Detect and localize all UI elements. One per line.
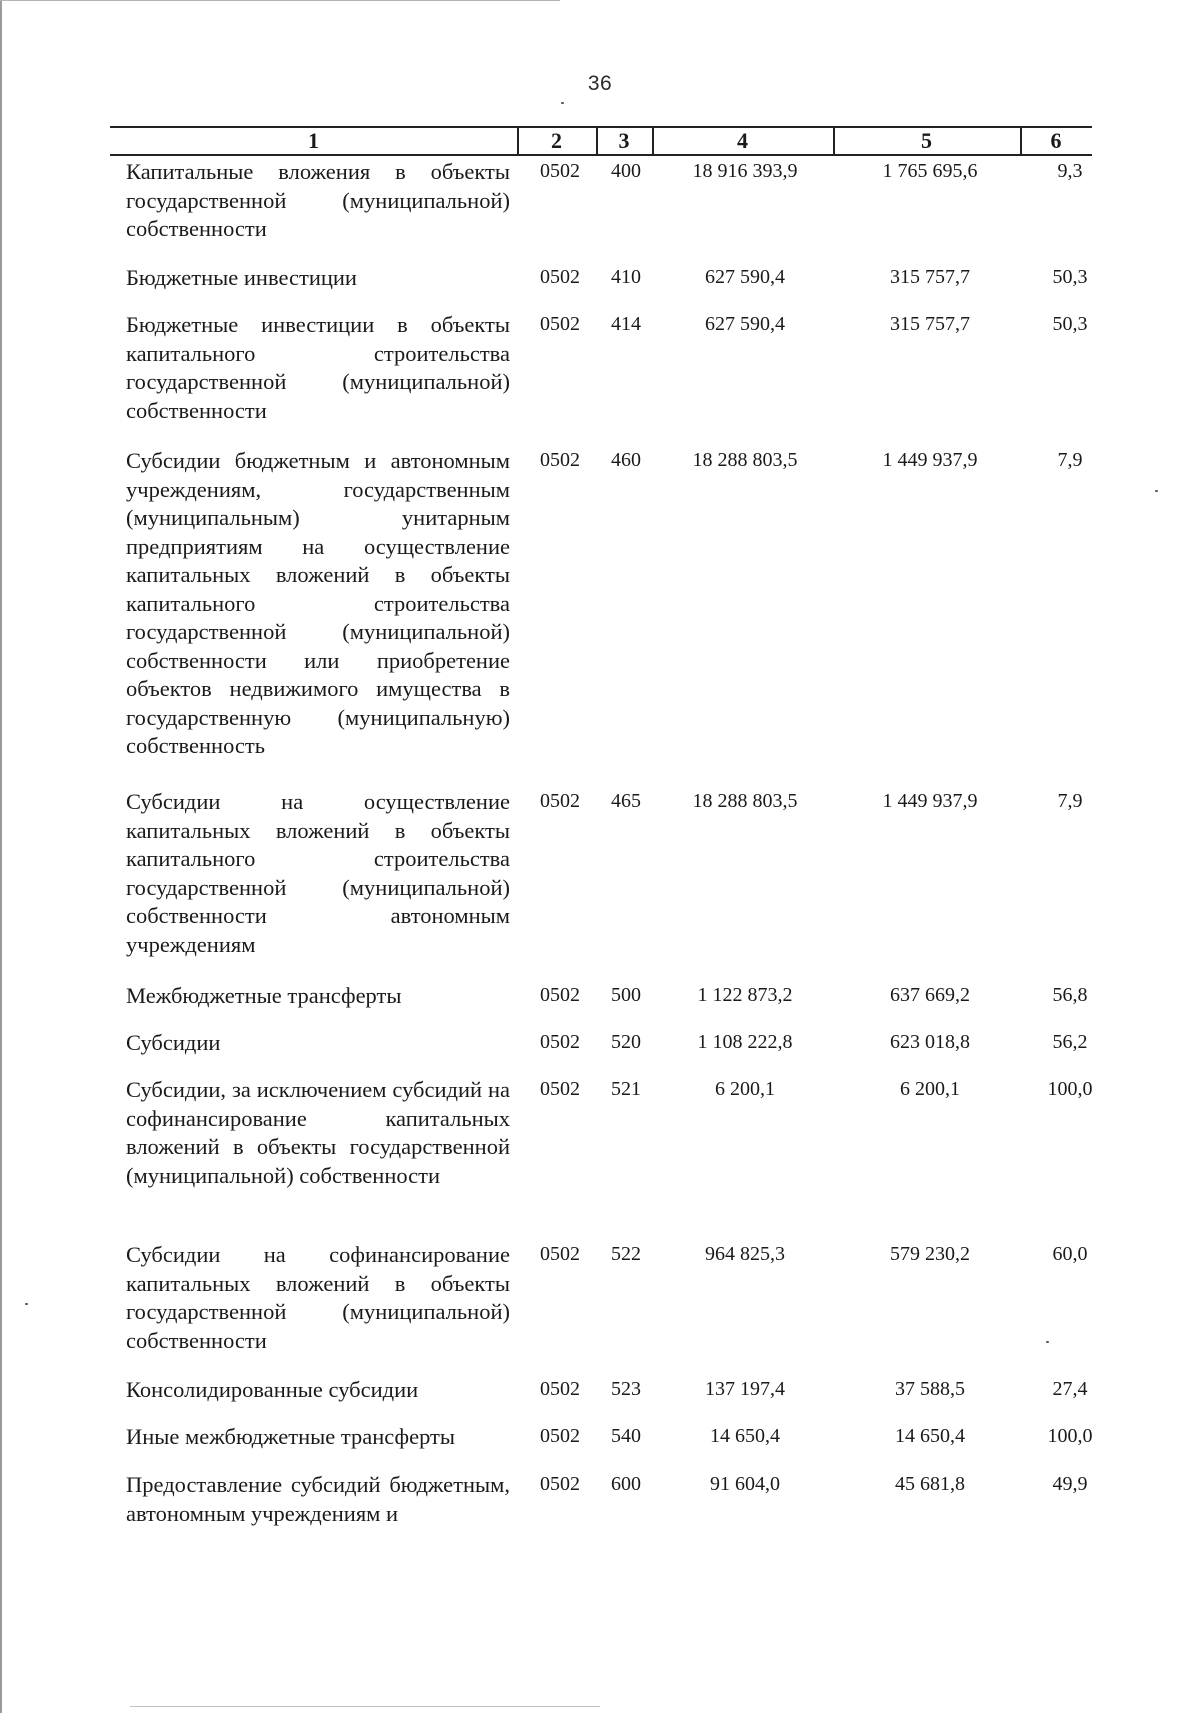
cell-code: 410 [611, 266, 641, 288]
cell-planned: 18 288 803,5 [692, 449, 798, 471]
cell-planned: 1 122 873,2 [697, 984, 793, 1006]
cell-executed: 1 765 695,6 [882, 160, 978, 182]
cell-percent: 7,9 [1057, 449, 1083, 471]
cell-planned: 18 916 393,9 [692, 160, 798, 182]
cell-section: 0502 [540, 449, 580, 471]
cell-code: 540 [611, 1425, 641, 1447]
row-label: Субсидии, за исключением субсидий на софинансирование капитальных вложений в объекты государственной (муниципальной) собственности [126, 1077, 510, 1188]
cell-percent: 50,3 [1052, 266, 1088, 288]
cell-section: 0502 [540, 313, 580, 335]
cell-section: 0502 [540, 266, 580, 288]
cell-executed: 637 669,2 [890, 984, 970, 1006]
cell-planned: 14 650,4 [710, 1425, 780, 1447]
cell-executed: 14 650,4 [895, 1425, 965, 1447]
column-header-4: 4 [737, 128, 748, 153]
scan-speck [561, 102, 564, 104]
scan-edge-bottom [130, 1706, 600, 1707]
cell-section: 0502 [540, 984, 580, 1006]
column-header-6: 6 [1050, 128, 1062, 153]
cell-percent: 7,9 [1057, 790, 1083, 812]
cell-executed: 1 449 937,9 [882, 790, 978, 812]
cell-percent: 27,4 [1052, 1378, 1088, 1400]
cell-code: 523 [611, 1378, 641, 1400]
row-label: Субсидии на софинансирование капитальных вложений в объекты государственной (муниципальной) собственности [126, 1242, 510, 1353]
cell-section: 0502 [540, 160, 580, 182]
cell-percent: 100,0 [1047, 1425, 1093, 1447]
cell-executed: 1 449 937,9 [882, 449, 978, 471]
cell-percent: 60,0 [1052, 1243, 1088, 1265]
cell-percent: 49,9 [1052, 1473, 1088, 1495]
scan-edge-top [0, 0, 560, 1]
cell-executed: 579 230,2 [890, 1243, 970, 1265]
cell-percent: 56,8 [1052, 984, 1088, 1006]
table-header-bottom-rule [110, 154, 1092, 156]
row-label: Субсидии бюджетным и автономным учреждениям, государственным (муниципальным) унитарным предприятиям на осуществление капитальных вложений в объекты капитального строительства государственной (муниципальной) собственности или приобретение объектов недвижимого имущества в государственную (муниципальную) собственность [126, 448, 510, 758]
cell-executed: 37 588,5 [895, 1378, 965, 1400]
row-label: Субсидии на осуществление капитальных вложений в объекты капитального строительства государственной (муниципальной) собственности автономным учреждениям [126, 789, 510, 957]
cell-section: 0502 [540, 1425, 580, 1447]
cell-code: 460 [611, 449, 641, 471]
row-label: Предоставление субсидий бюджетным, автономным учреждениям и [126, 1472, 510, 1526]
row-label: Субсидии [126, 1030, 221, 1055]
cell-percent: 56,2 [1052, 1031, 1088, 1053]
cell-code: 521 [611, 1078, 641, 1100]
scan-speck [1046, 1341, 1049, 1343]
page-number: 36 [587, 72, 613, 95]
cell-section: 0502 [540, 1473, 580, 1495]
cell-percent: 50,3 [1052, 313, 1088, 335]
row-label: Межбюджетные трансферты [126, 983, 402, 1008]
cell-percent: 100,0 [1047, 1078, 1093, 1100]
cell-percent: 9,3 [1057, 160, 1083, 182]
row-label: Бюджетные инвестиции в объекты капитального строительства государственной (муниципальной) собственности [126, 312, 510, 423]
cell-section: 0502 [540, 790, 580, 812]
cell-code: 600 [611, 1473, 641, 1495]
cell-section: 0502 [540, 1078, 580, 1100]
cell-planned: 1 108 222,8 [697, 1031, 793, 1053]
row-label: Бюджетные инвестиции [126, 265, 357, 290]
row-label: Иные межбюджетные трансферты [126, 1424, 456, 1449]
column-header-2: 2 [551, 128, 562, 153]
cell-executed: 623 018,8 [890, 1031, 970, 1053]
row-label: Капитальные вложения в объекты государственной (муниципальной) собственности [126, 159, 510, 241]
cell-section: 0502 [540, 1243, 580, 1265]
cell-code: 520 [611, 1031, 641, 1053]
cell-planned: 137 197,4 [705, 1378, 785, 1400]
cell-code: 465 [611, 790, 641, 812]
row-label: Консолидированные субсидии [126, 1377, 419, 1402]
scan-speck [1155, 490, 1158, 492]
cell-executed: 315 757,7 [890, 313, 970, 335]
cell-executed: 6 200,1 [900, 1078, 960, 1100]
scan-speck [25, 1303, 28, 1305]
scan-edge-left [0, 0, 2, 1713]
cell-executed: 315 757,7 [890, 266, 970, 288]
cell-planned: 18 288 803,5 [692, 790, 798, 812]
column-header-3: 3 [618, 128, 630, 153]
cell-planned: 964 825,3 [705, 1243, 785, 1265]
cell-code: 400 [611, 160, 641, 182]
column-header-5: 5 [921, 128, 932, 153]
cell-planned: 91 604,0 [710, 1473, 780, 1495]
cell-code: 522 [611, 1243, 641, 1265]
cell-planned: 627 590,4 [705, 313, 785, 335]
cell-code: 414 [611, 313, 641, 335]
cell-section: 0502 [540, 1031, 580, 1053]
cell-planned: 6 200,1 [715, 1078, 775, 1100]
column-header-1: 1 [308, 128, 319, 153]
cell-executed: 45 681,8 [895, 1473, 965, 1495]
cell-planned: 627 590,4 [705, 266, 785, 288]
cell-code: 500 [611, 984, 641, 1006]
cell-section: 0502 [540, 1378, 580, 1400]
